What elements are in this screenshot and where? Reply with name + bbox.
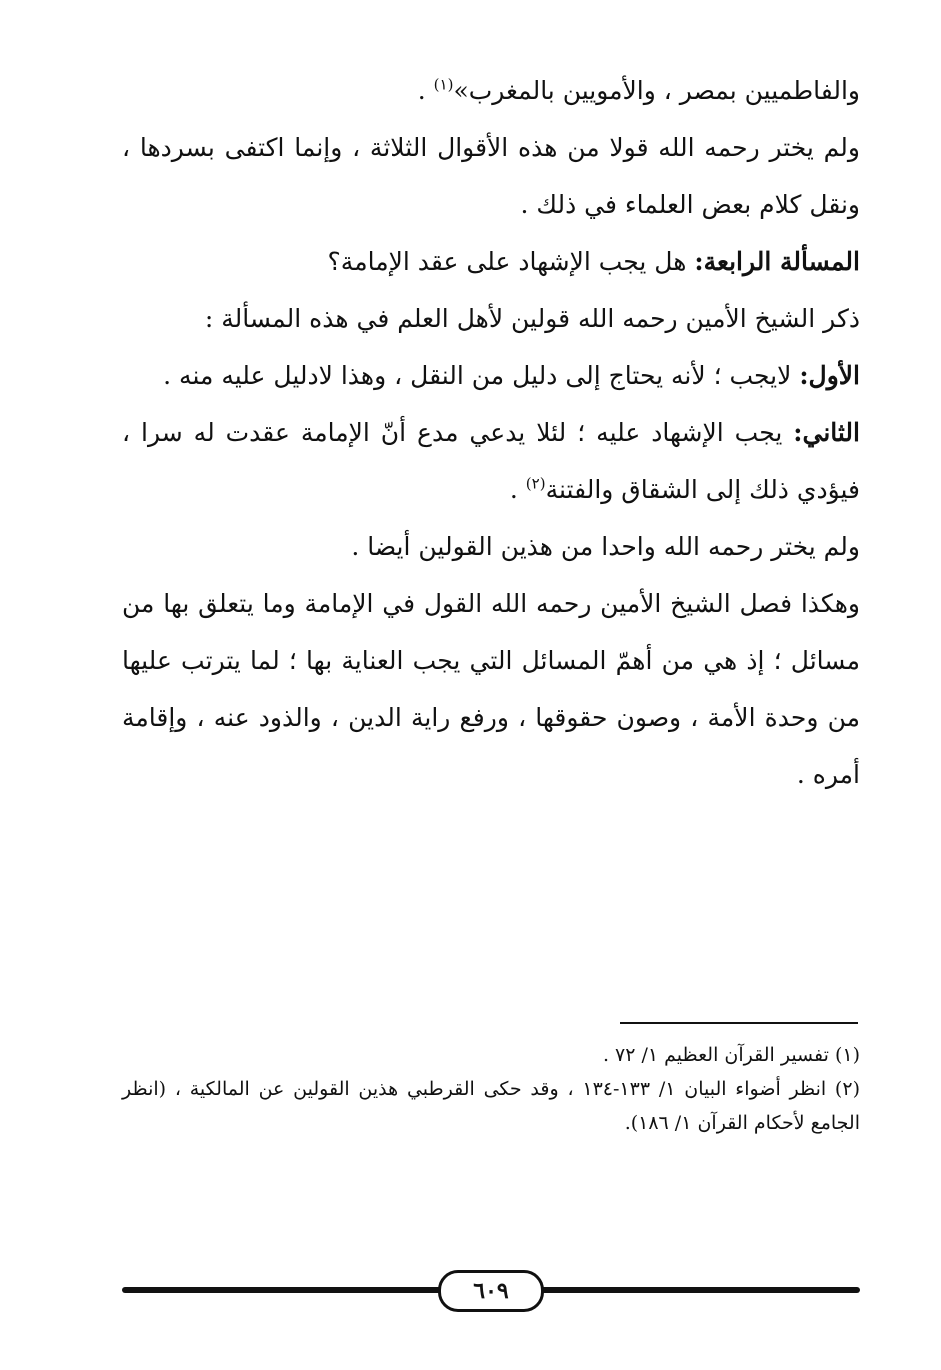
paragraph-7: ولم يختر رحمه الله واحدا من هذين القولين أيضا . [351,532,860,561]
page-footer [122,1270,860,1310]
section-heading: المسألة الرابعة: [694,247,860,276]
second-opinion-label: الثاني: [793,418,860,447]
footnotes [122,1038,860,1140]
paragraph-5: الأول: لايجب ؛ لأنه يحتاج إلى دليل من النقل ، وهذا لادليل عليه منه . [163,361,860,390]
footnote-1: (١) تفسير القرآن العظيم ١/ ٧٢ . [602,1044,860,1066]
footnote-2: (٢) انظر أضواء البيان ١/ ١٣٣-١٣٤ ، وقد حكى القرطبي هذين القولين عن المالكية ، (انظر الجامع لأحكام القرآن ١/ ١٨٦). [122,1078,860,1134]
paragraph-1: والفاطميين بمصر ، والأمويين بالمغرب»$^{(١)}$ . [417,75,860,105]
main-text [122,62,860,803]
page-number: ٦٠٩ [438,1270,544,1312]
paragraph-4: ذكر الشيخ الأمين رحمه الله قولين لأهل العلم في هذه المسألة : [204,304,860,333]
paragraph-6: الثاني: يجب الإشهاد عليه ؛ لئلا يدعي مدع أنّ الإمامة عقدت له سرا ، فيؤدي ذلك إلى الشقاق والفتنة$^{(٢)}$ . [122,418,860,504]
paragraph-3: المسألة الرابعة: هل يجب الإشهاد على عقد الإمامة؟ [327,247,860,276]
paragraph-2: ولم يختر رحمه الله قولا من هذه الأقوال الثلاثة ، وإنما اكتفى بسردها ، ونقل كلام بعض العلماء في ذلك . [122,133,860,219]
footnote-ref: (١) [433,75,454,94]
first-opinion-label: الأول: [799,361,860,390]
paragraph-8: وهكذا فصل الشيخ الأمين رحمه الله القول في الإمامة وما يتعلق بها من مسائل ؛ إذ هي من أهمّ المسائل التي يجب العناية بها ؛ لما يترتب عليها من وحدة الأمة ، وصون حقوقها ، ورفع راية الدين ، والذود عنه ، وإقامة أمره . [122,589,860,789]
footnote-ref: (٢) [525,474,546,493]
footnote-divider [620,1022,858,1024]
